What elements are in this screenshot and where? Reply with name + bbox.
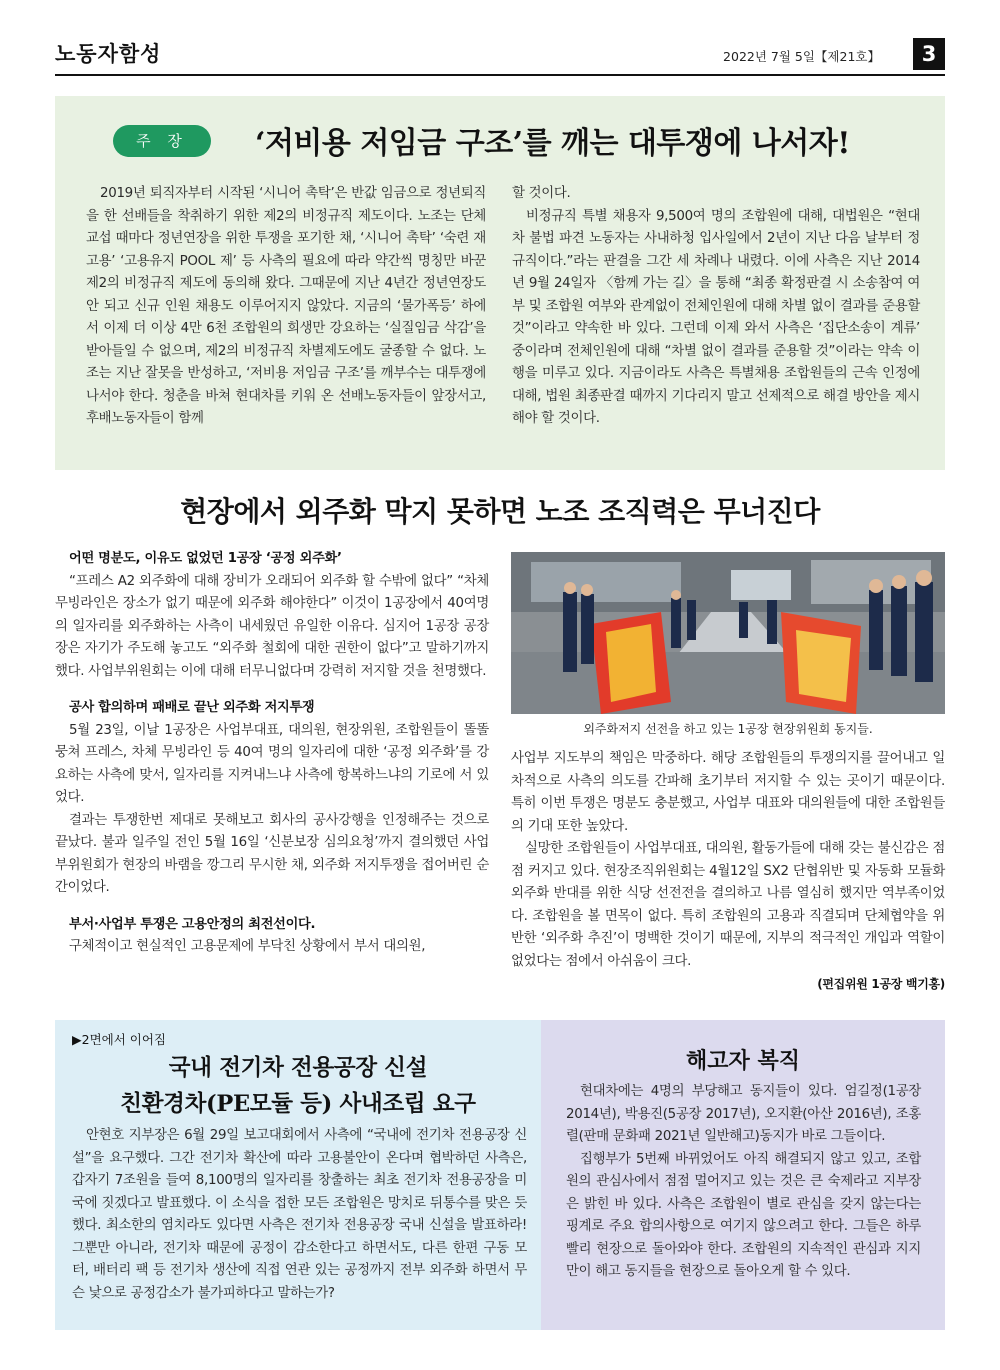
article-paragraph: 실망한 조합원들이 사업부대표, 대의원, 활동가들에 대해 갖는 불신감은 점점 커지고 있다. 현장조직위원회는 4월12일 SX2 단협위반 및 자동화 모듈화 외주화 반대를 위한 식당 선전전을 결의하고 나름 열심히 했지만 역부족이었다. 조합원을 볼 면목이 없다. 특히 조합원의 고용과 직결되며 단체협약을 위반한 ‘외주화 추진’이 명백한 것이기 때문에, 지부의 적극적인 개입과 역할이 없었다는 점에서 아쉬움이 크다. xyxy=(511,841,945,969)
reinstatement-text xyxy=(566,1081,921,1284)
editorial-paragraph: 2019년 퇴직자부터 시작된 ‘시니어 촉탁’은 반값 임금으로 정년퇴직을 한 선배들을 착취하기 위한 제2의 비정규직 제도이다. 노조는 단체교섭 때마다 정년연장을 위한 투쟁을 포기한 채, ‘시니어 촉탁’ ‘숙련 재고용’ ‘고용유지 POOL 제’ 등 사측의 필요에 따라 약간씩 명칭만 바꾼 제2의 비정규직 제도에 동의해 왔다. 그때문에 지난 4년간 정년연장도 안 되고 신규 인원 채용도 이루어지지 않았다. 지금의 ‘물가폭등’ 하에서 이제 더 이상 4만 6천 조합원의 희생만 강요하는 ‘실질임금 삭감’을 받아들일 수 없으며, 제2의 비정규직 차별제도에도 굴종할 수 없다. 노조는 지난 잘못을 반성하고, ‘저비용 저임금 구조’를 깨부수는 대투쟁에 나서야 한다. 청춘을 바쳐 현대차를 키워 온 선배노동자들이 앞장서고, 후배노동자들이 함께 xyxy=(86,186,486,426)
article-title: 현장에서 외주화 막지 못하면 노조 조직력은 무너진다 xyxy=(180,495,820,528)
article-subhead: 어떤 명분도, 이유도 없었던 1공장 ‘공정 외주화’ xyxy=(69,551,342,566)
article-paragraph: 구체적이고 현실적인 고용문제에 부닥친 상황에서 부서 대의원, xyxy=(69,939,426,954)
editorial-tag: 주 장 xyxy=(113,125,211,157)
article-byline: (편집위원 1공장 백기홍) xyxy=(817,977,945,991)
editorial-column-2 xyxy=(512,183,920,431)
reinstatement-title: 해고자 복직 xyxy=(686,1048,800,1074)
editorial-paragraph: 비정규직 특별 채용자 9,500여 명의 조합원에 대해, 대법원은 “현대차 불법 파견 노동자는 사내하청 입사일에서 2년이 지난 다음 날부터 정규직이다.”라는 판결을 그간 세 차례나 내렸다. 이에 사측은 지난 2014년 9월 24일자 〈함께 가는 길〉을 통해 “최종 확정판결 시 소송참여 여부 및 조합원 여부와 관계없이 전체인원에 대해 차별 없이 결과를 준용할 것”이라고 약속한 바 있다. 그런데 이제 와서 사측은 ‘집단소송이 계류’ 중이라며 전체인원에 대해 “차별 없이 결과를 준용할 것”이라는 약속 이행을 미루고 있다. 지금이라도 사측은 특별채용 조합원들의 근속 인정에 대해, 법원 최종판결 때까지 기다리지 말고 선제적으로 해결 방안을 제시해야 할 것이다. xyxy=(512,208,920,426)
issue-date: 2022년 7월 5일【제21호】 xyxy=(723,49,880,64)
protest-photo xyxy=(511,552,945,714)
article-subhead: 공사 합의하며 패배로 끝난 외주화 저지투쟁 xyxy=(69,700,315,715)
masthead: 노동자함성 xyxy=(55,42,162,66)
ev-plant-title-line: 친환경차(PE모듈 등) 사내조립 요구 xyxy=(120,1091,476,1117)
reinstatement-paragraph: 현대차에는 4명의 부당해고 동지들이 있다. 엄길정(1공장 2014년), 박용진(5공장 2017년), 오지환(아산 2016년), 조홍렬(판매 문화패 2021년 일반해고)동지가 바로 그들이다. xyxy=(566,1084,921,1144)
editorial-column-1 xyxy=(86,183,486,431)
ev-plant-paragraph: 안현호 지부장은 6월 29일 보고대회에서 사측에 “국내에 전기차 전용공장 신설”을 요구했다. 그간 전기차 확산에 따라 고용불안이 온다며 협박하던 사측은, 갑자기 7조원을 들여 8,100명의 일자리를 창출하는 최초 전기차 전용공장을 미국에 짓겠다고 발표했다. 이 소식을 접한 모든 조합원은 망치로 뒤통수를 맞은 듯 했다. 최소한의 염치라도 있다면 사측은 전기차 전용공장 국내 신설을 발표하라! 그뿐만 아니라, 전기차 때문에 공정이 감소한다고 하면서도, 다른 한편 구동 모터, 배터리 팩 등 전기차 생산에 직접 연관 있는 공정까지 전부 외주화 하면서 무슨 낯으로 공정감소가 불가피하다고 말하는가? xyxy=(72,1128,527,1301)
article-paragraph: 5월 23일, 이날 1공장은 사업부대표, 대의원, 현장위원, 조합원들이 똘똘 뭉쳐 프레스, 차체 무빙라인 등 40여 명의 일자리에 대한 ‘공정 외주화’를 강요하는 사측에 맞서, 일자리를 지켜내느냐 사측에 항복하느냐의 기로에 서 있었다. xyxy=(55,722,489,805)
reinstatement-paragraph: 집행부가 5번째 바뀌었어도 아직 해결되지 않고 있고, 조합원의 관심사에서 점점 멀어지고 있는 것은 큰 숙제라고 지부장은 밝힌 바 있다. 사측은 조합원이 별로 관심을 갖지 않는다는 핑계로 주요 합의사항으로 여기지 않으려고 한다. 그들은 하루빨리 현장으로 돌아와야 한다. 조합원의 지속적인 관심과 지지만이 해고 동지들을 현장으로 돌아오게 할 수 있다. xyxy=(566,1151,921,1279)
article-paragraph: 결과는 투쟁한번 제대로 못해보고 회사의 공사강행을 인정해주는 것으로 끝났다. 불과 일주일 전인 5월 16일 ‘신분보장 심의요청’까지 결의했던 사업부위원회가 현장의 바램을 깡그리 무시한 채, 외주화 저지투쟁을 접어버린 순간이었다. xyxy=(55,812,489,895)
article-subhead: 부서·사업부 투쟁은 고용안정의 최전선이다. xyxy=(69,916,316,932)
article-column-right xyxy=(511,748,945,996)
ev-plant-title xyxy=(55,1050,541,1122)
ev-plant-title-line: 국내 전기차 전용공장 신설 xyxy=(168,1055,428,1081)
editorial-paragraph: 할 것이다. xyxy=(512,186,571,201)
header-rule xyxy=(55,74,945,76)
page-number: 3 xyxy=(913,38,945,70)
editorial-title: ‘저비용 저임금 구조’를 깨는 대투쟁에 나서자! xyxy=(255,126,850,161)
ev-plant-text xyxy=(72,1125,527,1305)
photo-caption: 외주화저지 선전을 하고 있는 1공장 현장위원회 동지들. xyxy=(583,722,873,736)
article-paragraph: 사업부 지도부의 책임은 막중하다. 해당 조합원들의 투쟁의지를 끌어내고 일차적으로 사측의 의도를 간파해 초기부터 저지할 수 있는 곳이기 때문이다. 특히 이번 투쟁은 명분도 충분했고, 사업부 대표와 대의원들에 대한 조합원들의 기대 또한 높았다. xyxy=(511,751,945,834)
article-paragraph: “프레스 A2 외주화에 대해 장비가 오래되어 외주화 할 수밖에 없다” “차체 무빙라인은 장소가 없기 때문에 외주화 해야한다” 이것이 1공장에서 40여명의 일자리를 외주화하는 사측이 내세웠던 유일한 이유다. 심지어 1공장 공장장은 자기가 주도해 놓고도 “외주화 철회에 대한 권한이 없다”고 말하기까지 했다. 사업부위원회는 이에 대해 터무니없다며 강력히 저지할 것을 천명했다. xyxy=(55,573,489,679)
continued-label: ▶2면에서 이어짐 xyxy=(72,1032,166,1047)
article-column-left xyxy=(55,548,489,959)
